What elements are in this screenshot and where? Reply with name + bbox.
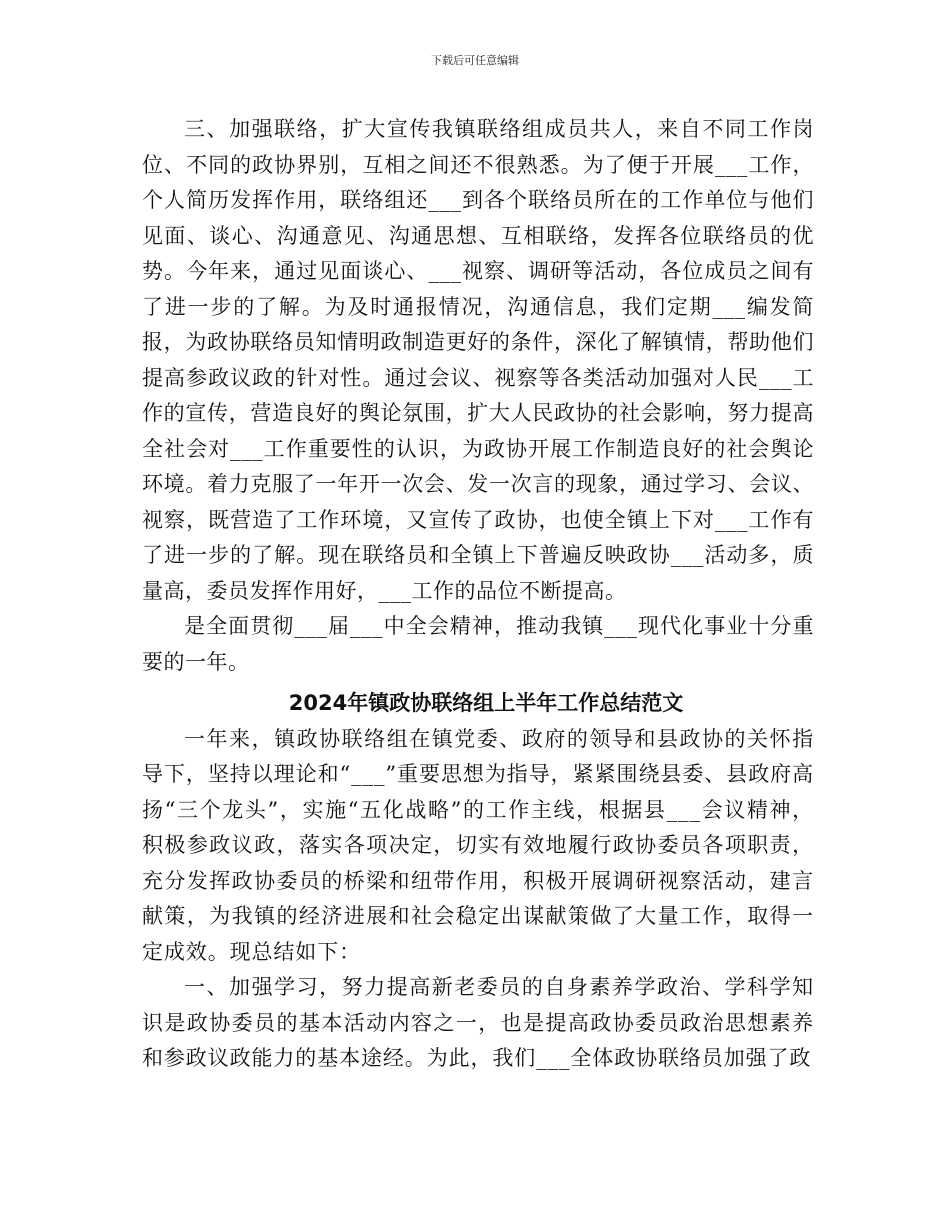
paragraph: 一、加强学习，努力提高新老委员的自身素养学政治、学科学知识是政协委员的基本活动内容之一，也是提高政协委员政治思想素养和参政议政能力的基本途经。为此，我们___全体政协联络员加强了政 [142,975,814,1070]
paragraph: 是全面贯彻___届___中全会精神，推动我镇___现代化事业十分重要的一年。 [142,614,814,674]
paragraph: 一年来，镇政协联络组在镇党委、政府的领导和县政协的关怀指导下，坚持以理论和“___”重要思想为指导，紧紧围绕县委、县政府高扬“三个龙头”，实施“五化战略”的工作主线，根据县___会议精神，积极参政议政，落实各项决定，切实有效地履行政协委员各项职责，充分发挥政协委员的桥梁和纽带作用，积极开展调研视察活动，建言献策，为我镇的经济进展和社会稳定出谋献策做了大量工作，取得一定成效。现总结如下： [142,726,814,964]
paragraph: 三、加强联络，扩大宣传我镇联络组成员共人，来自不同工作岗位、不同的政协界别，互相之间还不很熟悉。为了便于开展___工作，个人简历发挥作用，联络组还___到各个联络员所在的工作单位与他们见面、谈心、沟通意见、沟通思想、互相联络，发挥各位联络员的优势。今年来，通过见面谈心、___视察、调研等活动，各位成员之间有了进一步的了解。为及时通报情况，沟通信息，我们定期___编发简报，为政协联络员知情明政制造更好的条件，深化了解镇情，帮助他们提高参政议政的针对性。通过会议、视察等各类活动加强对人民___工作的宣传，营造良好的舆论氛围，扩大人民政协的社会影响，努力提高全社会对___工作重要性的认识，为政协开展工作制造良好的社会舆论环境。着力克服了一年开一次会、发一次言的现象，通过学习、会议、视察，既营造了工作环境，又宣传了政协，也使全镇上下对___工作有了进一步的了解。现在联络员和全镇上下普遍反映政协___活动多，质量高，委员发挥作用好，___工作的品位不断提高。 [142,117,814,603]
document-title: 2024年镇政协联络组上半年工作总结范文 [288,691,684,715]
page-header-note: 下载后可任意编辑 [431,54,519,67]
document-body [142,112,814,1077]
